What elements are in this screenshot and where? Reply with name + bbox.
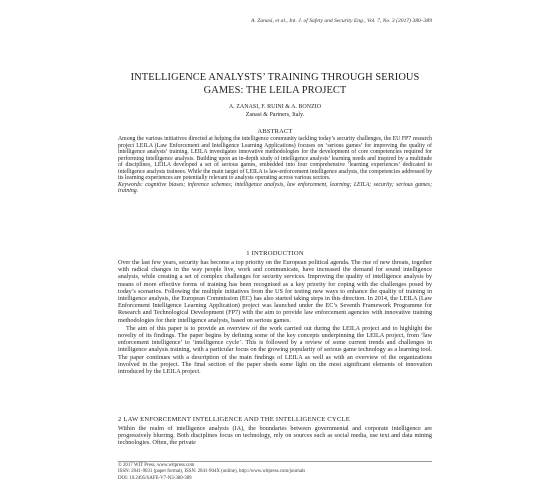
paragraph: Over the last few years, security has become a top priority on the European political agenda. The rise of new threats, together with radical changes in the way people live, work and communicate, have increased the demand for sound intelligence analysis, while creating a set of complex challenges for security services. Improving the quality of intelligence analysis by means of more effective forms of training has been recognised as a key priority for coping with the challenges posed by today’s scenarios. Following the multiple initiatives from the US for testing new ways to enhance the quality of training in intelligence analysis, the European Commission (EC) has also started taking steps in this direction. In 2014, the LEILA (Law Enforcement Intelligence Learning Application) project was launched under the EC’s Seventh Framework Programme for Research and Technological Development (FP7) with the aim to provide law enforcement agencies with innovative training methodologies for their intelligence analysts, based on serious games. <box>118 259 432 324</box>
paragraph: Within the realm of intelligence analysis (IA), the boundaries between governmental and corporate intelligence are progressively blurring. Both disciplines focus on technology, rely on sources such as social media, use text and data mining technologies. Often, the private <box>118 425 432 447</box>
abstract-body <box>118 136 432 195</box>
section-heading-law-enforcement: 2 LAW ENFORCEMENT INTELLIGENCE AND THE INTELLIGENCE CYCLE <box>118 416 350 423</box>
footer-doi: DOI: 10.2495/SAFE-V7-N3-380-389 <box>118 475 192 481</box>
footer-issn: ISSN: 2041-9031 (paper format), ISSN: 2041-904X (online), http://www.witpress.com/journals <box>118 469 306 475</box>
abstract-heading: ABSTRACT <box>257 128 293 135</box>
keywords: Keywords: cognitive biases; inference schemes; intelligence analysis, law enforcement, learning; LEILA; security; serious games; training. <box>118 181 432 195</box>
section-body-introduction <box>118 259 432 375</box>
page-footer <box>118 461 432 482</box>
section-body-law-enforcement <box>118 425 432 447</box>
author-block <box>118 103 432 119</box>
footer-copyright: © 2017 WIT Press, www.witpress.com <box>118 463 195 468</box>
author-affiliation: Zanasi & Partners, Italy. <box>245 112 305 118</box>
paper-title: INTELLIGENCE ANALYSTS’ TRAINING THROUGH SERIOUS GAMES: THE LEILA PROJECT <box>130 72 420 96</box>
running-head: A. Zanasi, et al., Int. J. of Safety and Security Eng., Vol. 7, No. 3 (2017) 380–389 <box>251 18 432 24</box>
abstract-text: Among the various initiatives directed at helping the intelligence community tackling today’s security challenges, the EU FP7 research project LEILA (Law Enforcement and Intelligence Learning Applications) focuses on ‘serious games’ for improving the quality of intelligence analysts’ training. LEILA investigates innovative methodologies for the development of core competencies required for performing intelligence analysis. Building upon an in-depth study of intelligence analysts’ learning needs and inspired by a multitude of disciplines, LEILA developed a set of serious games, embedded into four comprehensive ‘learning experiences’ dedicated to intelligence analysts trainees. While the main target of LEILA is law-enforcement intelligence analysts, the competencies addressed by its learning experiences are potentially relevant to analysts operating across various sectors. <box>118 136 432 182</box>
paragraph: The aim of this paper is to provide an overview of the work carried out during the LEILA project and to highlight the novelty of its findings. The paper begins by defining some of the key concepts underpinning the LEILA project, from ‘law enforcement intelligence’ to ‘intelligence cycle’. This is followed by a review of some current trends and challenges in intelligence analysis training, with a particular focus on the growing popularity of serious game technology as a learning tool. The paper continues with a description of the main findings of LEILA as well as with an overview of the organizations involved in the project. The final section of the paper sheds some light on the most significant elements of innovation introduced by the LEILA project. <box>118 324 432 376</box>
author-names: A. ZANASI, F. RUINI & A. BONZIO <box>228 104 322 110</box>
section-heading-introduction: 1 INTRODUCTION <box>246 250 304 257</box>
